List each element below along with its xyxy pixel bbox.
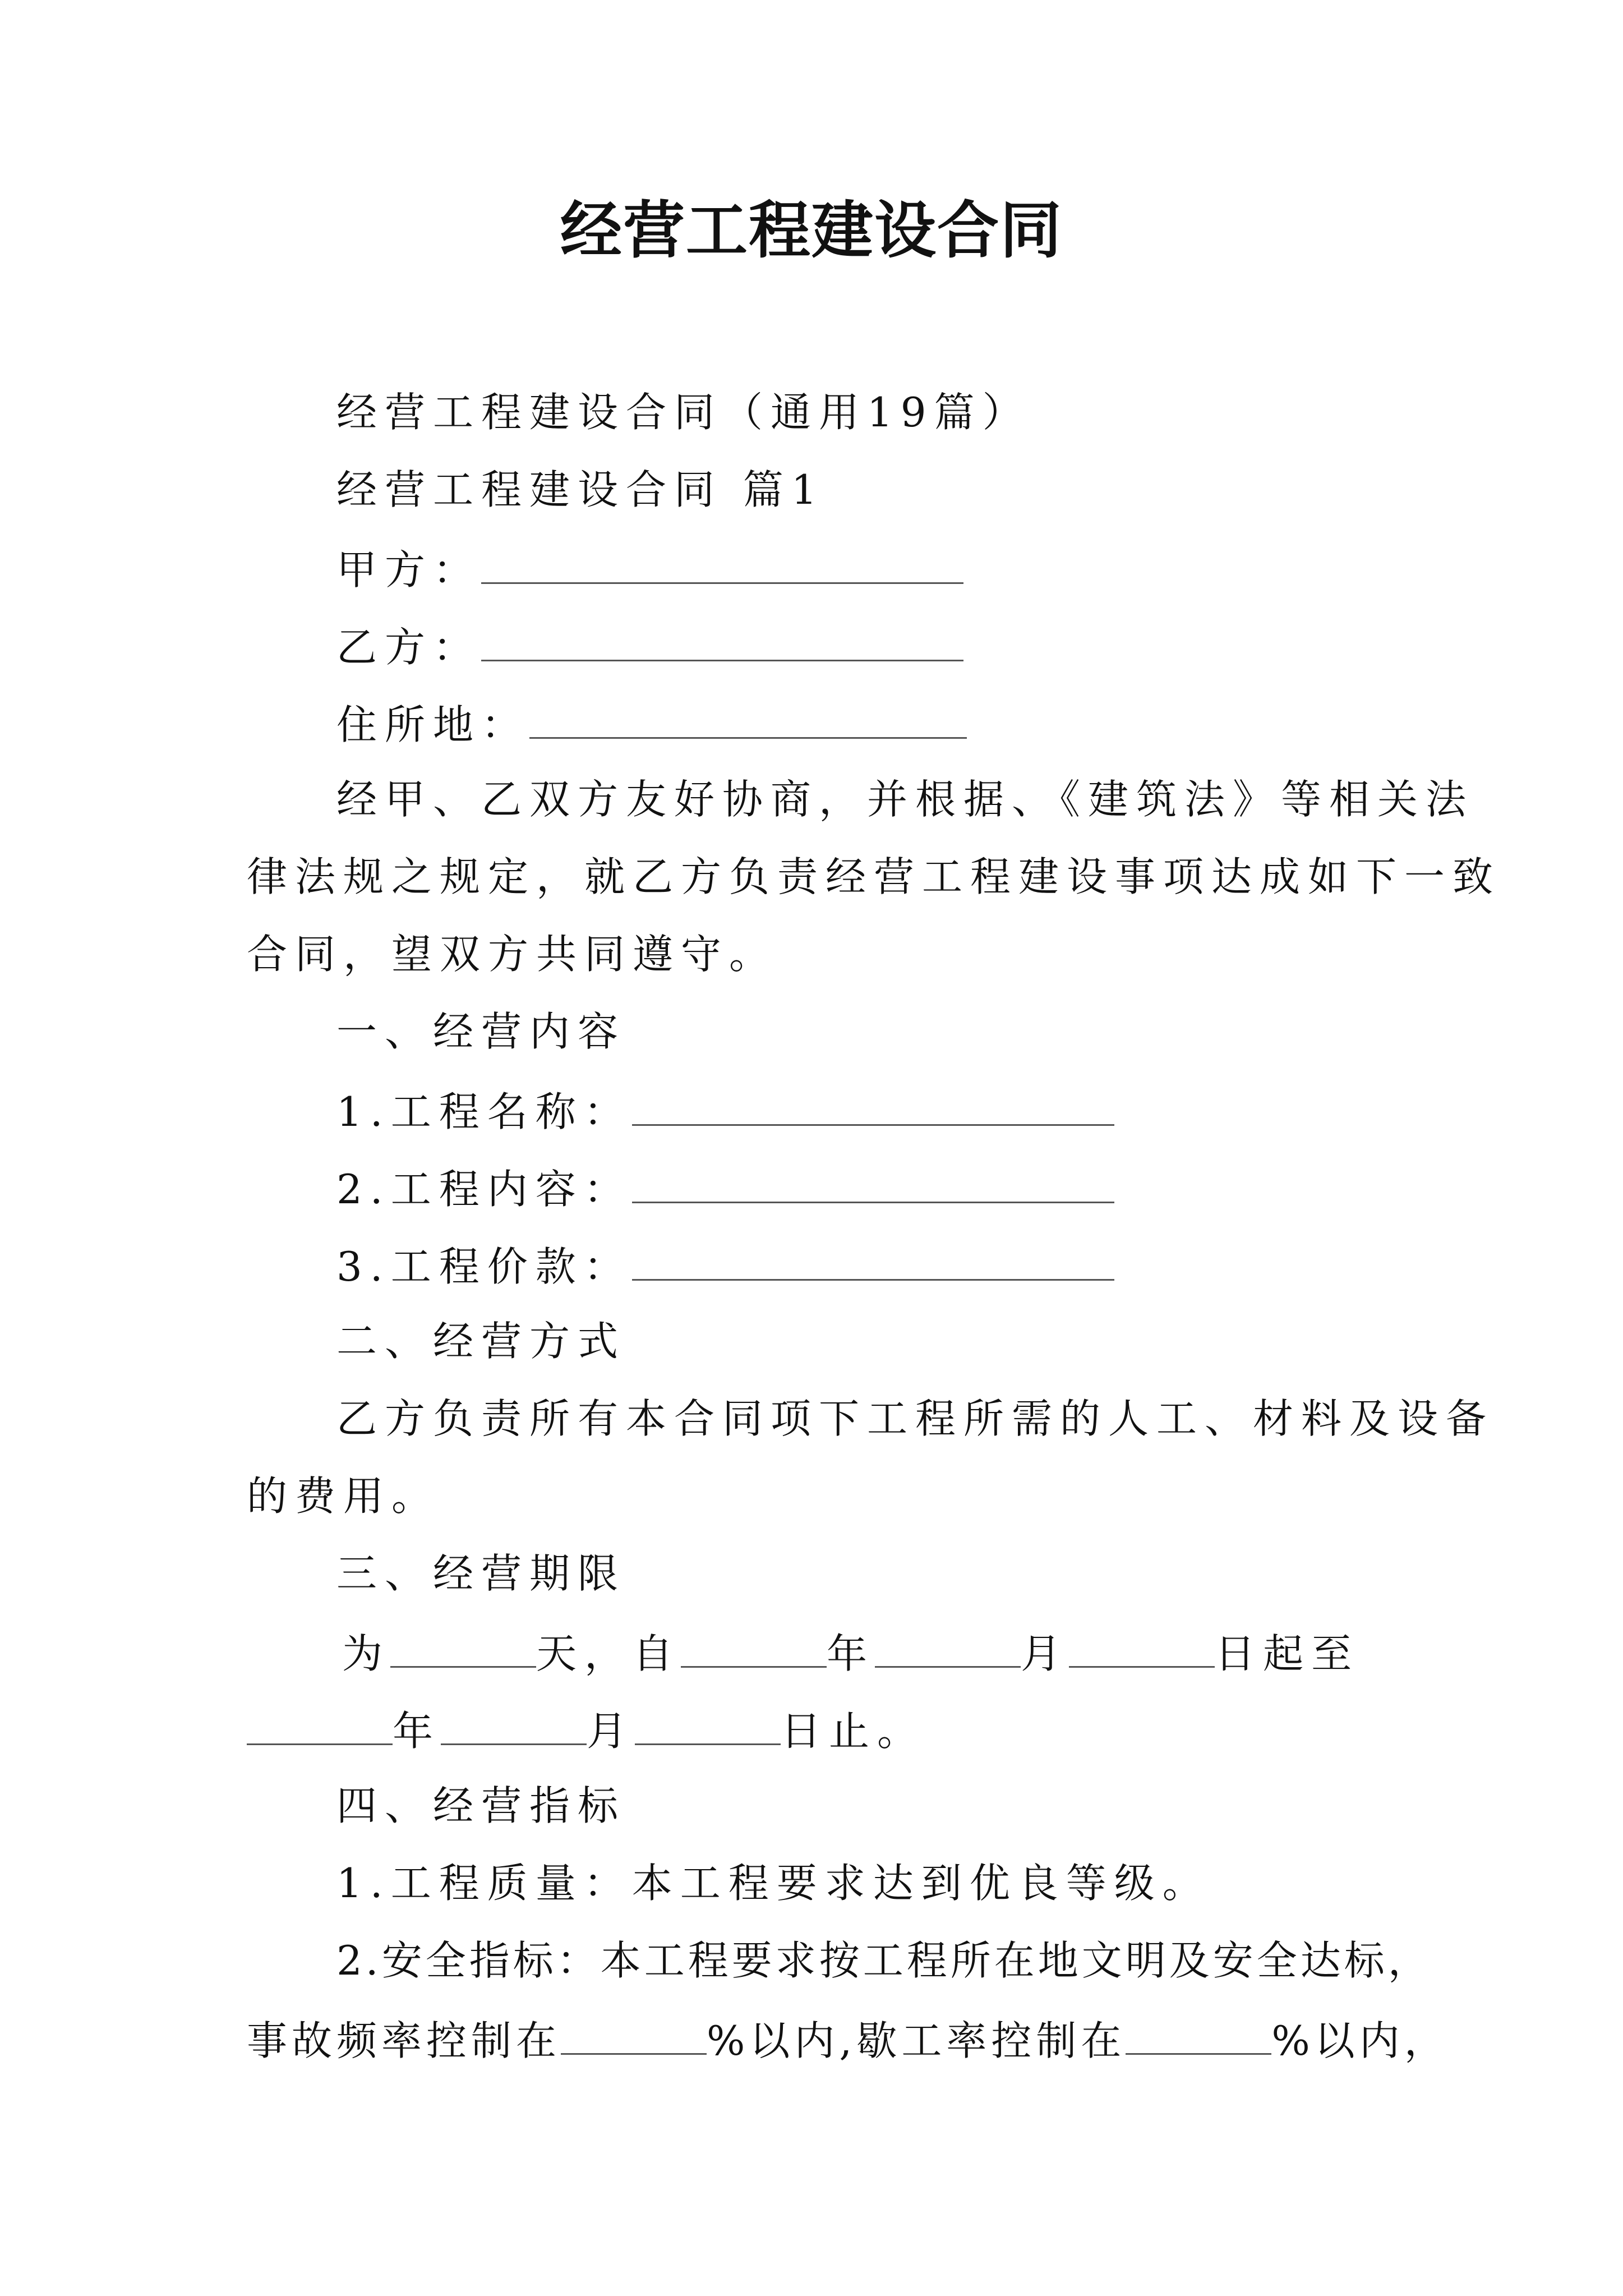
project-price-label: 3.工程价款：	[336, 1243, 632, 1290]
project-name-blank	[632, 1084, 1114, 1126]
project-price-line	[336, 1239, 1391, 1292]
project-content-blank	[632, 1161, 1114, 1203]
project-content-line	[336, 1161, 1391, 1214]
term-text: 月	[1021, 1630, 1069, 1677]
accident-rate-blank	[561, 2013, 707, 2055]
term-line	[342, 1626, 1396, 1679]
project-name-label: 1.工程名称：	[336, 1088, 632, 1135]
term-text: 天，自	[536, 1630, 681, 1677]
project-price-blank	[632, 1239, 1114, 1281]
subtitle-line: 经营工程建设合同（通用19篇）	[336, 389, 1031, 436]
month-blank	[875, 1626, 1021, 1668]
project-content-label: 2.工程内容：	[336, 1166, 632, 1213]
paragraph-line: 合同，望双方共同遵守。	[247, 931, 778, 978]
party-b-label: 乙方：	[336, 624, 482, 671]
end-month-blank	[441, 1703, 587, 1745]
section-heading: 一、经营内容	[336, 1008, 626, 1055]
document-title: 经营工程建设合同	[560, 194, 1063, 266]
paragraph-line: 1.工程质量：本工程要求达到优良等级。	[336, 1860, 1211, 1907]
address-blank	[529, 697, 967, 739]
days-blank	[390, 1626, 536, 1668]
year-blank	[681, 1626, 827, 1668]
rate-text: 事故频率控制在	[247, 2017, 561, 2064]
paragraph-line: 的费用。	[247, 1473, 440, 1520]
rate-text: %以内,歇工率控制在	[707, 2017, 1126, 2064]
party-a-line	[336, 542, 1391, 595]
term-text: 月	[587, 1708, 635, 1755]
paragraph-line: 2.安全指标：本工程要求按工程所在地文明及安全达标，	[336, 1937, 1432, 1984]
term-text: 年	[393, 1708, 441, 1755]
section-heading: 三、经营期限	[336, 1550, 626, 1597]
term-text: 日止。	[781, 1708, 926, 1755]
paragraph-line: 律法规之规定，就乙方负责经营工程建设事项达成如下一致	[247, 853, 1501, 900]
party-b-blank	[481, 619, 963, 661]
term-text: 为	[342, 1630, 391, 1677]
address-label: 住所地：	[336, 701, 530, 748]
party-a-label: 甲方：	[336, 546, 482, 593]
term-line	[247, 1703, 1391, 1756]
term-text: 日起至	[1215, 1630, 1360, 1677]
rate-text: %以内，	[1271, 2017, 1449, 2064]
end-year-blank	[247, 1703, 393, 1745]
rate-line	[247, 2013, 1449, 2066]
section-heading: 四、经营指标	[336, 1782, 626, 1829]
paragraph-line: 乙方负责所有本合同项下工程所需的人工、材料及设备	[336, 1395, 1495, 1442]
party-a-blank	[481, 542, 963, 584]
paragraph-line: 经甲、乙双方友好协商，并根据、《建筑法》等相关法	[336, 776, 1474, 823]
day-blank	[1069, 1626, 1215, 1668]
end-day-blank	[635, 1703, 781, 1745]
address-line	[336, 697, 1391, 750]
term-text: 年	[827, 1630, 875, 1677]
chapter-heading: 经营工程建设合同 篇1	[336, 466, 825, 513]
party-b-line	[336, 619, 1391, 673]
project-name-line	[336, 1084, 1391, 1137]
section-heading: 二、经营方式	[336, 1318, 626, 1365]
absence-rate-blank	[1126, 2013, 1271, 2055]
